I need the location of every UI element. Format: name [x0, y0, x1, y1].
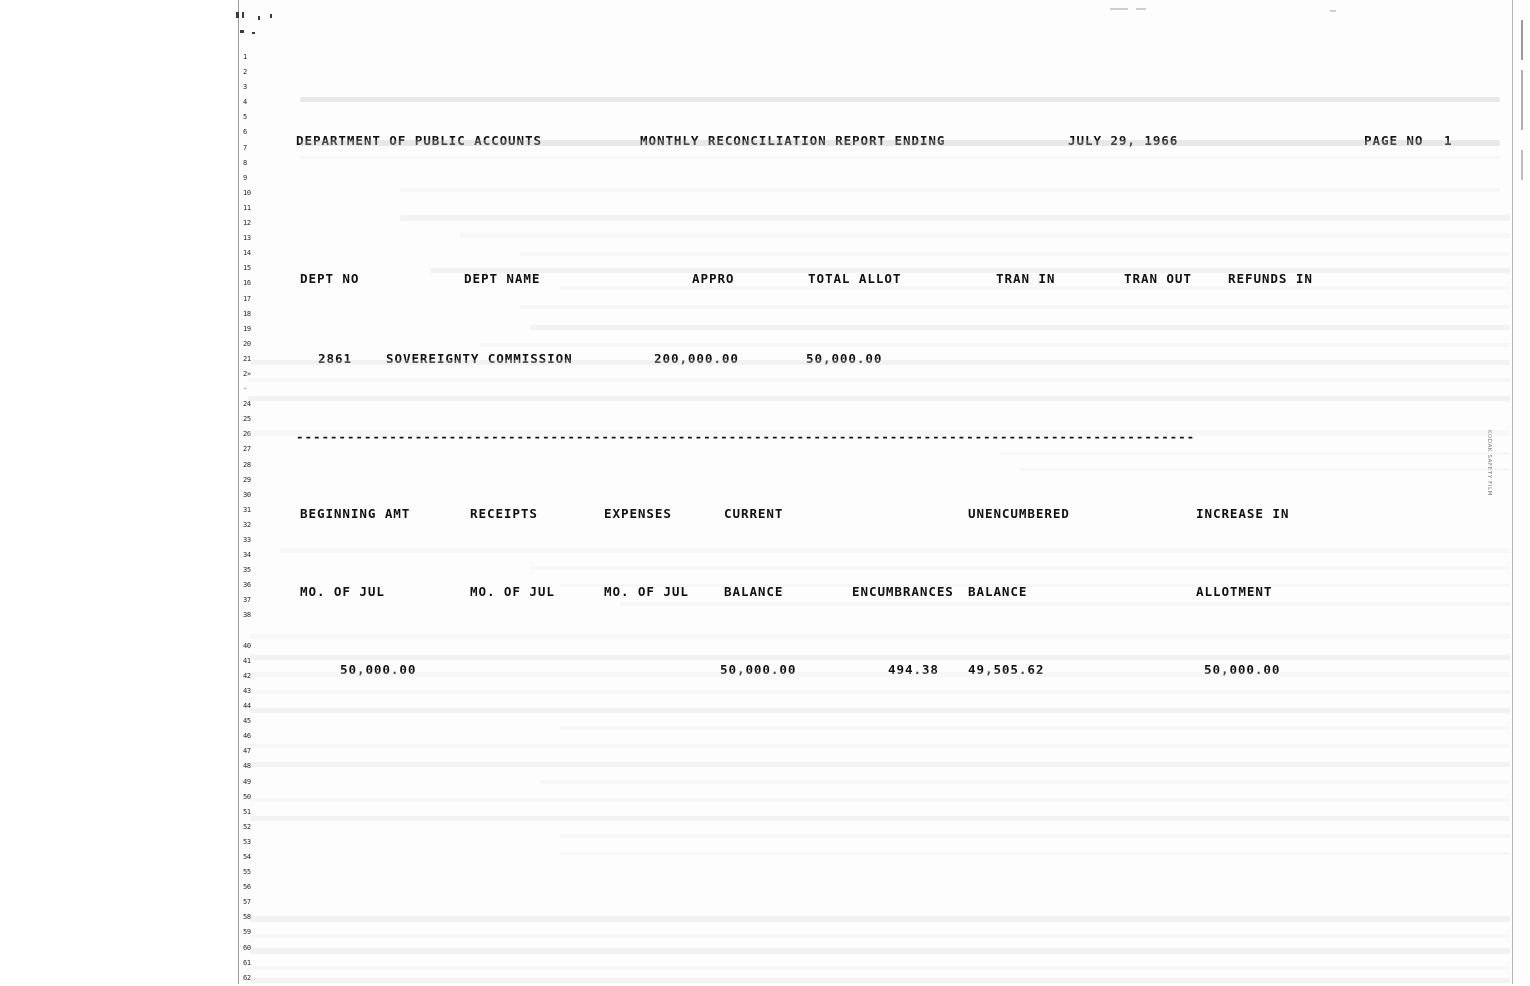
line-number: 31 — [243, 505, 251, 514]
line-number: 48 — [243, 762, 251, 771]
line-number: 29 — [243, 475, 251, 484]
line-number: 5 — [243, 113, 247, 122]
line-number: 38 — [243, 611, 251, 620]
registration-speck — [240, 30, 244, 33]
col-unencumbered: UNENCUMBERED — [968, 506, 1070, 521]
registration-speck — [270, 14, 272, 18]
separator-row — [296, 429, 1506, 445]
top-edge-mark — [1330, 10, 1336, 12]
registration-speck — [242, 12, 244, 18]
value-increase-in-allotment: 50,000.00 — [1204, 662, 1281, 677]
page-number: 1 — [1444, 133, 1453, 148]
bottom-table-data-row — [296, 661, 1506, 679]
line-number: 34 — [243, 551, 251, 560]
film-edge-strip — [0, 0, 240, 984]
col-receipts: RECEIPTS — [470, 506, 538, 521]
line-number: 41 — [243, 656, 251, 665]
line-number: 3 — [243, 83, 247, 92]
line-number-gutter — [243, 50, 269, 986]
top-table-data-row — [296, 349, 1506, 369]
edge-tick — [1521, 150, 1523, 180]
line-number: 26 — [243, 430, 251, 439]
col-expenses-month: MO. OF JUL — [604, 584, 689, 599]
line-number: 17 — [243, 294, 251, 303]
line-number: 8 — [243, 158, 247, 167]
film-edge-marking: KODAK SAFETY FILM — [1486, 430, 1492, 497]
line-number: 20 — [243, 339, 251, 348]
line-number: 16 — [243, 279, 251, 288]
top-edge-mark — [1110, 8, 1128, 10]
top-table-header-row — [296, 269, 1506, 289]
report-header-row — [296, 126, 1506, 156]
line-number: 37 — [243, 596, 251, 605]
report-date: JULY 29, 1966 — [1068, 133, 1179, 148]
col-total-allot: TOTAL ALLOT — [808, 271, 902, 286]
line-number: 55 — [243, 868, 251, 877]
col-increase-in: INCREASE IN — [1196, 506, 1290, 521]
value-total-allot: 50,000.00 — [806, 351, 883, 366]
line-number: 58 — [243, 913, 251, 922]
line-number: 13 — [243, 234, 251, 243]
registration-speck — [252, 32, 255, 34]
line-number: 35 — [243, 566, 251, 575]
line-number: 27 — [243, 445, 251, 454]
col-encumbrances: ENCUMBRANCES — [852, 584, 954, 599]
line-number: 40 — [243, 641, 251, 650]
line-number: 24 — [243, 400, 251, 409]
value-dept-name: SOVEREIGNTY COMMISSION — [386, 351, 573, 366]
value-beginning-amt: 50,000.00 — [340, 662, 417, 677]
col-appro: APPRO — [692, 271, 735, 286]
col-expenses: EXPENSES — [604, 506, 672, 521]
col-receipts-month: MO. OF JUL — [470, 584, 555, 599]
line-number: 9 — [243, 173, 247, 182]
col-beginning-amt: BEGINNING AMT — [300, 506, 411, 521]
line-number: 54 — [243, 852, 251, 861]
col-current: CURRENT — [724, 506, 784, 521]
col-tran-out: TRAN OUT — [1124, 271, 1192, 286]
line-number: 14 — [243, 249, 251, 258]
line-number: 51 — [243, 807, 251, 816]
dashed-separator: ---------------------------------------------------------------------------------------------------------- — [296, 429, 1196, 444]
line-number: 53 — [243, 837, 251, 846]
line-number: 42 — [243, 671, 251, 680]
line-number — [243, 624, 269, 639]
line-number: 18 — [243, 309, 251, 318]
line-number: 19 — [243, 324, 251, 333]
line-number: 44 — [243, 702, 251, 711]
line-number: 60 — [243, 943, 251, 952]
line-number: 45 — [243, 717, 251, 726]
line-number: · — [243, 385, 247, 394]
line-number: 28 — [243, 460, 251, 469]
report-title: MONTHLY RECONCILIATION REPORT ENDING — [640, 133, 946, 148]
line-number: 11 — [243, 203, 251, 212]
spacer-row — [296, 201, 1506, 209]
value-appro: 200,000.00 — [654, 351, 739, 366]
col-allotment: ALLOTMENT — [1196, 584, 1273, 599]
col-dept-name: DEPT NAME — [464, 271, 541, 286]
line-number: 59 — [243, 928, 251, 937]
col-dept-no: DEPT NO — [300, 271, 360, 286]
report-body — [296, 66, 1506, 724]
line-number: 6 — [243, 128, 247, 137]
line-number: 46 — [243, 732, 251, 741]
page-label: PAGE NO — [1364, 133, 1424, 148]
line-number: 1 — [243, 53, 247, 61]
line-number: 61 — [243, 958, 251, 967]
col-refunds-in: REFUNDS IN — [1228, 271, 1313, 286]
edge-tick — [1521, 20, 1523, 60]
col-tran-in: TRAN IN — [996, 271, 1056, 286]
line-number: 21 — [243, 354, 251, 363]
page-right-rule — [1512, 0, 1513, 984]
bottom-table-header-line2 — [296, 583, 1506, 601]
line-number: 2» — [243, 369, 251, 378]
top-edge-mark — [1136, 8, 1146, 10]
value-encumbrances: 494.38 — [888, 662, 939, 677]
edge-tick — [1521, 70, 1523, 130]
line-number: 12 — [243, 219, 251, 228]
line-number: 36 — [243, 581, 251, 590]
value-current-balance: 50,000.00 — [720, 662, 797, 677]
line-number: 7 — [243, 143, 247, 152]
line-number: 2 — [243, 68, 247, 77]
bottom-table-header-line1 — [296, 505, 1506, 523]
page-left-rule — [238, 0, 239, 984]
col-current-balance: BALANCE — [724, 584, 784, 599]
line-number: 56 — [243, 883, 251, 892]
line-number: 52 — [243, 822, 251, 831]
line-number: 57 — [243, 898, 251, 907]
line-number: 32 — [243, 520, 251, 529]
col-unencumbered-balance: BALANCE — [968, 584, 1028, 599]
col-beginning-month: MO. OF JUL — [300, 584, 385, 599]
line-number: 25 — [243, 415, 251, 424]
line-number: 30 — [243, 490, 251, 499]
line-number: 62 — [243, 973, 251, 982]
line-number: 50 — [243, 792, 251, 801]
line-number: 49 — [243, 777, 251, 786]
line-number: 4 — [243, 98, 247, 107]
line-number: 10 — [243, 188, 251, 197]
line-number: 15 — [243, 264, 251, 273]
agency-name: DEPARTMENT OF PUBLIC ACCOUNTS — [296, 133, 542, 148]
registration-speck — [258, 16, 260, 20]
line-number: 43 — [243, 686, 251, 695]
line-number: 47 — [243, 747, 251, 756]
line-number: 33 — [243, 536, 251, 544]
value-unencumbered-balance: 49,505.62 — [968, 662, 1045, 677]
value-dept-no: 2861 — [318, 351, 352, 366]
